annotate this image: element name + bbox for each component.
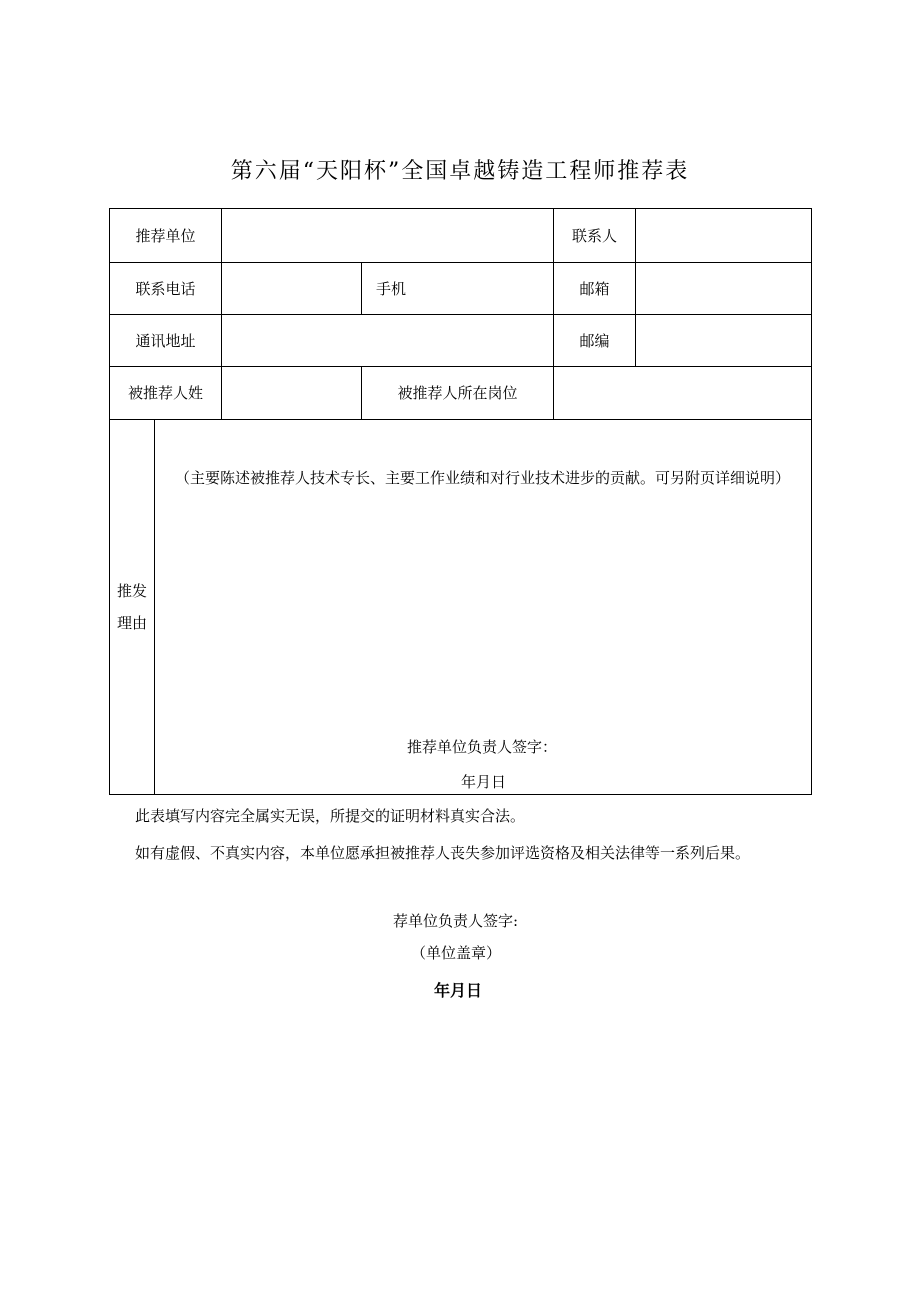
phone-label: 联系电话	[135, 279, 196, 298]
address-label: 通讯地址	[135, 331, 196, 350]
reason-instruction: （主要陈述被推荐人技术专长、主要工作业绩和对行业技术进步的贡献。可另附页详细说明）	[175, 469, 791, 487]
footer-seal: （单位盖章）	[411, 944, 502, 962]
declaration-line2: 如有虚假、不真实内容，本单位愿承担被推荐人丧失参加评选资格及相关法律等一系列后果。	[135, 844, 751, 862]
recommend-unit-label: 推荐单位	[135, 226, 196, 245]
reason-label-line1: 推发	[116, 582, 147, 600]
email-field[interactable]	[636, 263, 811, 314]
phone-field[interactable]	[222, 263, 361, 314]
recommend-unit-field[interactable]	[222, 209, 553, 262]
footer-signature: 荐单位负责人签字:	[393, 912, 519, 930]
address-field[interactable]	[222, 315, 553, 366]
postcode-field[interactable]	[636, 315, 811, 366]
postcode-label: 邮编	[579, 331, 610, 350]
footer-date: 年月日	[434, 981, 483, 1000]
reason-label-line2: 理由	[116, 614, 147, 632]
nominee-name-field[interactable]	[222, 367, 361, 419]
contact-person-label: 联系人	[571, 226, 617, 245]
email-label: 邮箱	[579, 279, 610, 298]
nominee-position-label: 被推荐人所在岗位	[397, 384, 518, 402]
page-title: 第六届“天阳杯”全国卓越铸造工程师推荐表	[230, 159, 690, 184]
nominee-name-label: 被推荐人姓	[127, 384, 203, 402]
contact-person-field[interactable]	[636, 209, 811, 262]
reason-label	[110, 420, 154, 794]
reason-signature: 推荐单位负责人签字：	[407, 738, 558, 756]
reason-field[interactable]	[155, 420, 811, 794]
mobile-label: 手机	[376, 279, 407, 298]
recommendation-form	[109, 208, 812, 795]
declaration-line1: 此表填写内容完全属实无误，所提交的证明材料真实合法。	[135, 807, 526, 825]
nominee-position-field[interactable]	[554, 367, 811, 419]
reason-date: 年月日	[461, 773, 507, 791]
